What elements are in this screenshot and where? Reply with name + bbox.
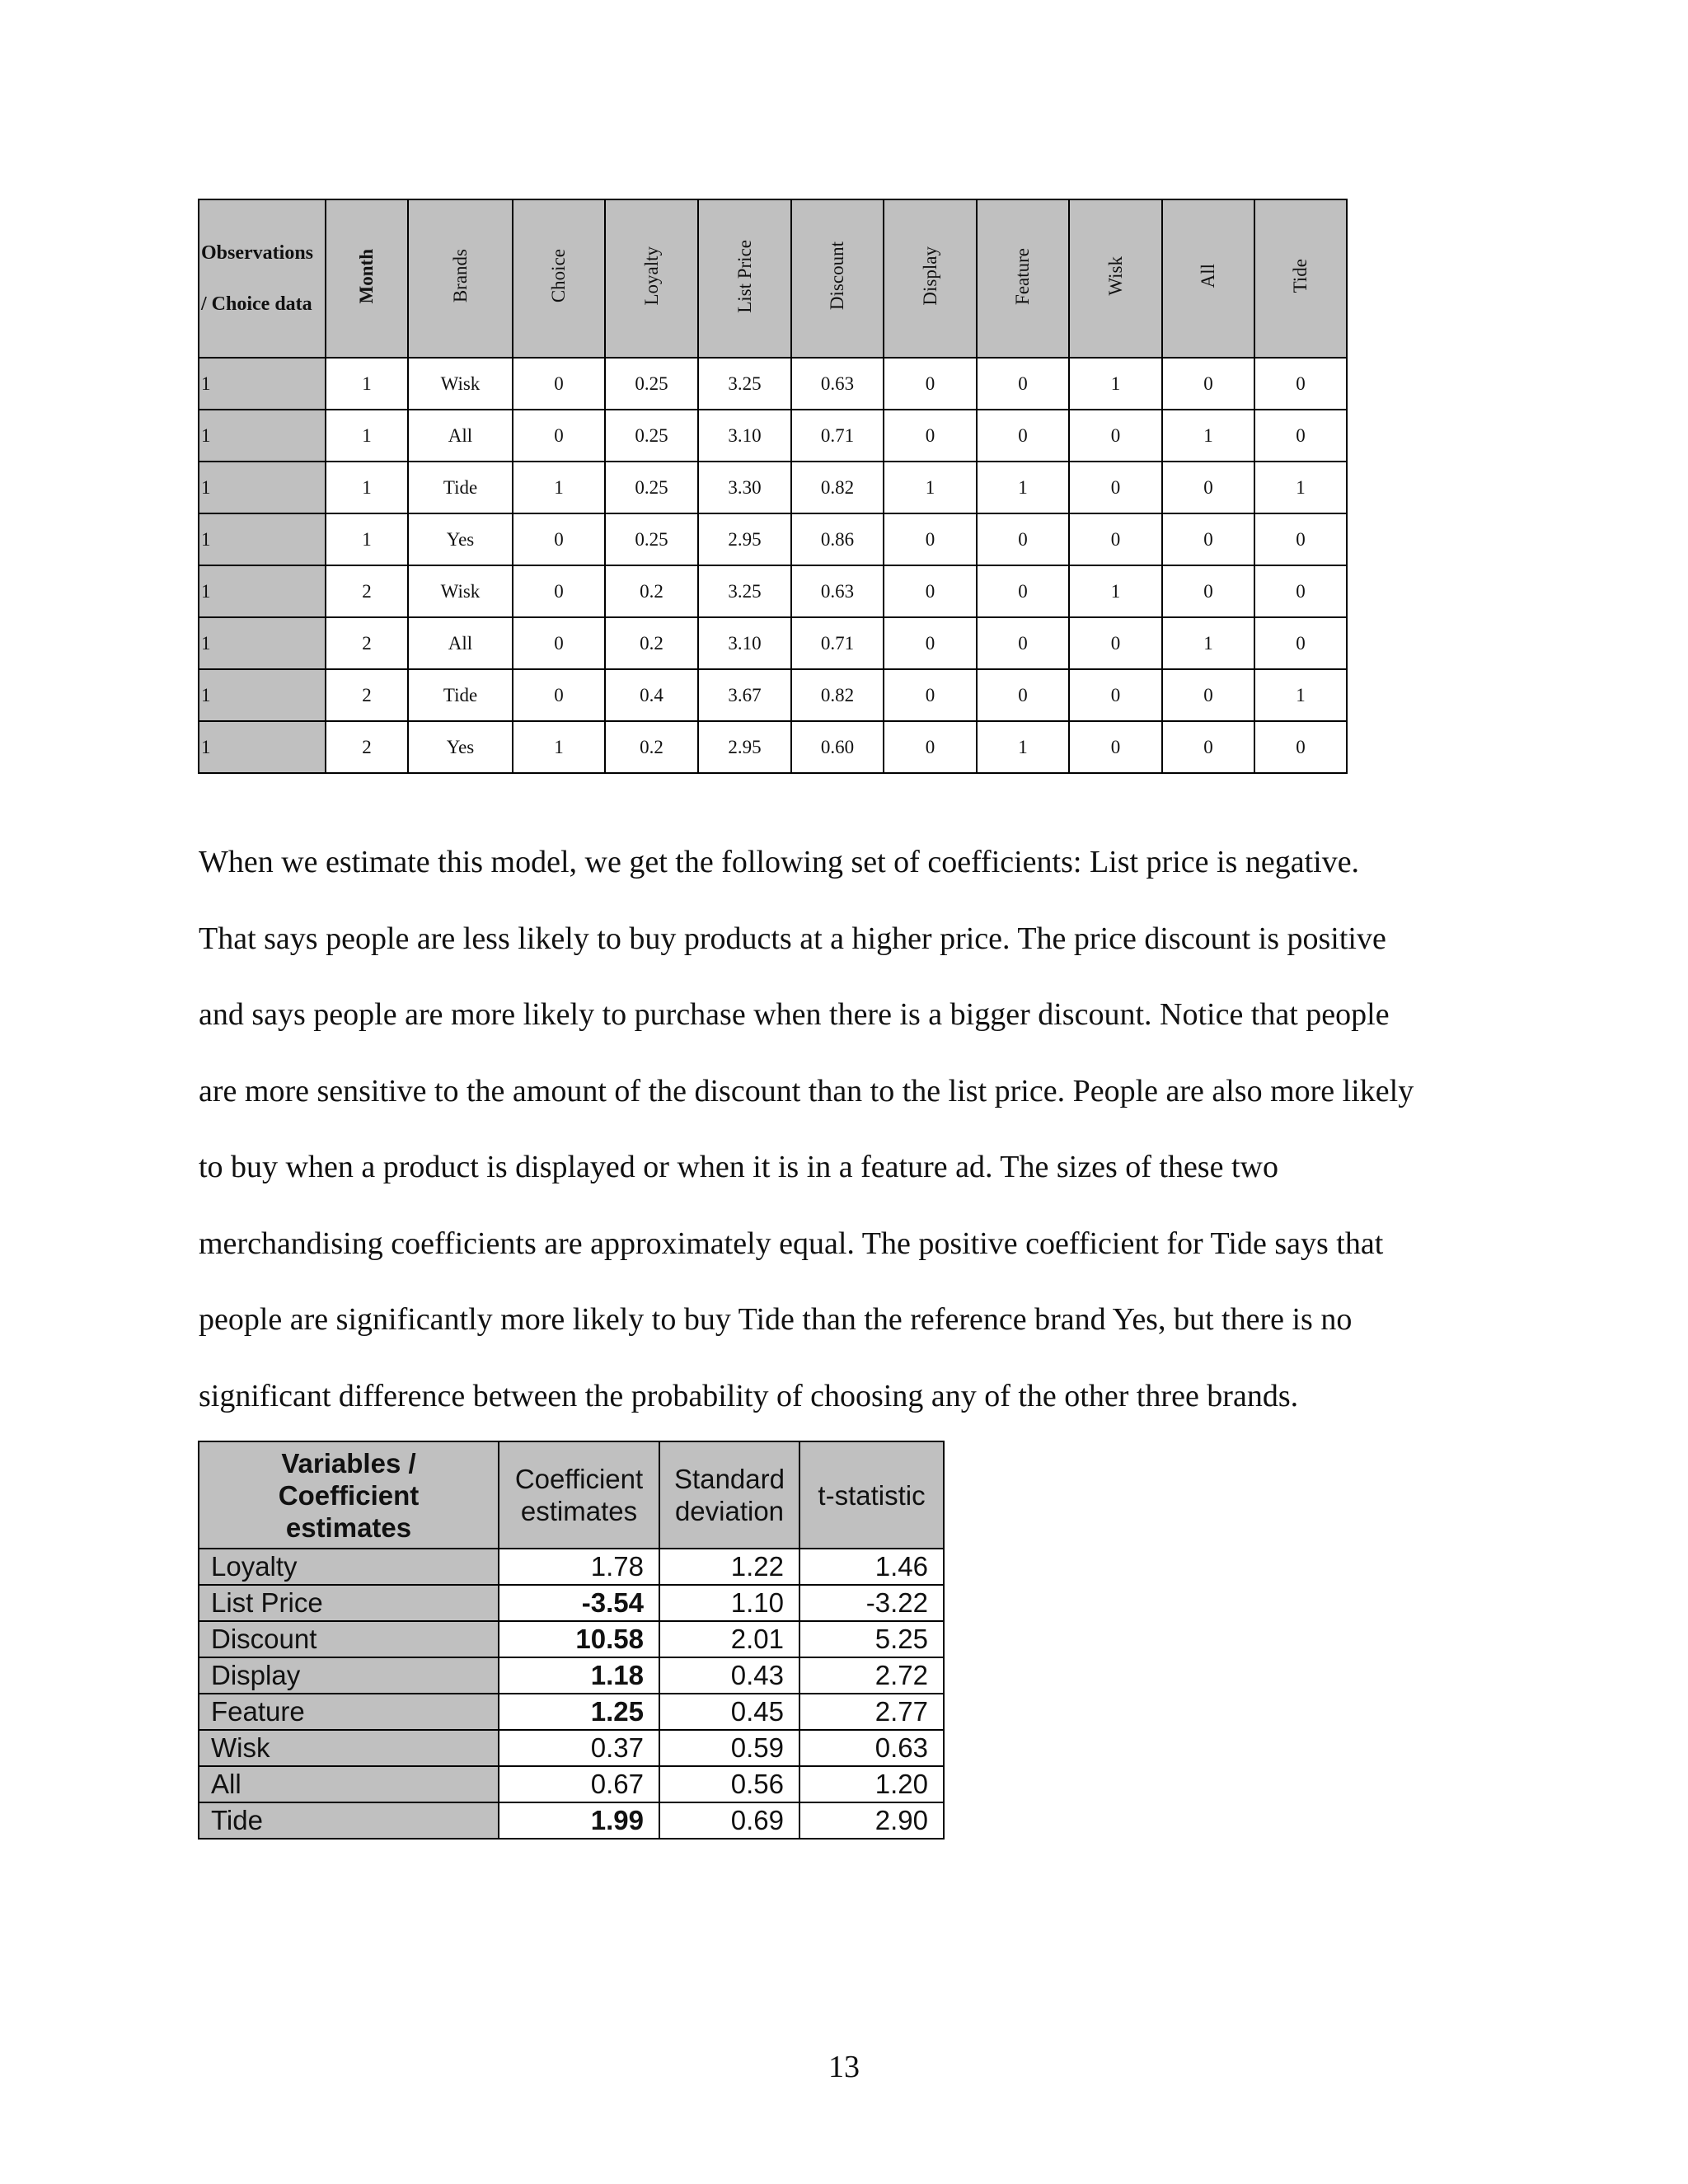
table-row [199,1694,944,1730]
coefficient-table-body [199,1549,944,1839]
cell-standard-deviation: 0.69 [659,1802,799,1839]
table-row [199,1549,944,1585]
cell-loyalty: 0.25 [605,462,698,513]
header-variables-line2: Coefficient [278,1479,420,1511]
table-row [199,1730,944,1766]
header-sd-line1: Standard [674,1464,785,1494]
cell-loyalty: 0.2 [605,721,698,773]
coefficient-table [198,1441,945,1840]
cell-observation: 1 [199,617,326,669]
cell-loyalty: 0.25 [605,513,698,565]
header-variables-line1: Variables / [281,1447,416,1479]
header-coefficient-line2: estimates [520,1496,638,1526]
header-wisk [1069,199,1162,358]
cell-tide: 1 [1254,669,1347,721]
header-coefficient-line1: Coefficient [514,1464,644,1494]
cell-standard-deviation: 0.45 [659,1694,799,1730]
cell-brand: Yes [408,721,513,773]
header-wisk-label: Wisk [1104,256,1126,296]
table-row [199,513,1347,565]
cell-wisk: 1 [1069,358,1162,410]
paragraph-line: merchandising coefficients are approximately equal. The positive coefficient for Tide says that [199,1226,1384,1261]
header-brands [408,199,513,358]
header-observations [199,199,326,358]
cell-list-price: 3.10 [698,410,791,462]
header-discount-label: Discount [827,241,847,311]
header-month-label: Month [356,248,377,304]
coefficient-table-header-row [199,1441,944,1549]
header-variables [199,1441,499,1549]
header-coefficient-estimates [499,1441,659,1549]
paragraph-line: people are significantly more likely to buy Tide than the reference brand Yes, but there is no [199,1302,1353,1337]
table-row [199,1621,944,1657]
cell-coefficient: 10.58 [499,1621,659,1657]
cell-variable: List Price [199,1585,499,1621]
cell-month: 1 [326,358,408,410]
cell-tide: 0 [1254,617,1347,669]
cell-standard-deviation: 2.01 [659,1621,799,1657]
cell-wisk: 0 [1069,669,1162,721]
header-sd-line2: deviation [674,1496,785,1526]
cell-variable: Loyalty [199,1549,499,1585]
cell-list-price: 3.10 [698,617,791,669]
header-tide-label: Tide [1290,259,1311,293]
cell-coefficient: 0.37 [499,1730,659,1766]
cell-wisk: 0 [1069,513,1162,565]
cell-standard-deviation: 0.59 [659,1730,799,1766]
cell-observation: 1 [199,358,326,410]
cell-t-statistic: 1.20 [799,1766,944,1802]
paragraph-line: to buy when a product is displayed or when it is in a feature ad. The sizes of these two [199,1150,1278,1184]
cell-loyalty: 0.4 [605,669,698,721]
cell-t-statistic: 0.63 [799,1730,944,1766]
cell-feature: 0 [977,410,1069,462]
cell-coefficient: 1.99 [499,1802,659,1839]
header-observations-line1: Observations [201,242,314,264]
header-display-label: Display [919,246,940,306]
cell-list-price: 3.67 [698,669,791,721]
cell-choice: 0 [513,513,605,565]
cell-t-statistic: 2.77 [799,1694,944,1730]
cell-list-price: 2.95 [698,721,791,773]
cell-all: 0 [1162,462,1254,513]
cell-display: 0 [884,513,977,565]
cell-observation: 1 [199,669,326,721]
header-all [1162,199,1254,358]
cell-loyalty: 0.25 [605,410,698,462]
cell-display: 0 [884,358,977,410]
cell-variable: All [199,1766,499,1802]
cell-tide: 0 [1254,410,1347,462]
header-discount [791,199,884,358]
cell-month: 2 [326,721,408,773]
header-choice [513,199,605,358]
cell-discount: 0.60 [791,721,884,773]
table-row [199,358,1347,410]
cell-observation: 1 [199,513,326,565]
cell-loyalty: 0.2 [605,617,698,669]
cell-feature: 0 [977,358,1069,410]
cell-variable: Display [199,1657,499,1694]
cell-all: 1 [1162,617,1254,669]
table-row [199,410,1347,462]
cell-standard-deviation: 1.22 [659,1549,799,1585]
table-row [199,462,1347,513]
cell-all: 0 [1162,565,1254,617]
cell-all: 0 [1162,669,1254,721]
cell-wisk: 0 [1069,617,1162,669]
cell-brand: Tide [408,462,513,513]
cell-tide: 1 [1254,462,1347,513]
cell-observation: 1 [199,721,326,773]
cell-discount: 0.82 [791,462,884,513]
table-row [199,721,1347,773]
cell-standard-deviation: 1.10 [659,1585,799,1621]
cell-all: 1 [1162,410,1254,462]
cell-discount: 0.71 [791,410,884,462]
cell-feature: 1 [977,462,1069,513]
cell-display: 0 [884,565,977,617]
cell-variable: Wisk [199,1730,499,1766]
cell-choice: 0 [513,669,605,721]
cell-choice: 0 [513,565,605,617]
cell-loyalty: 0.2 [605,565,698,617]
cell-display: 0 [884,721,977,773]
choice-data-table [198,199,1348,774]
header-list-price-label: List Price [734,239,755,313]
header-standard-deviation [659,1441,799,1549]
cell-feature: 0 [977,513,1069,565]
cell-wisk: 0 [1069,410,1162,462]
cell-feature: 0 [977,617,1069,669]
cell-month: 2 [326,669,408,721]
cell-loyalty: 0.25 [605,358,698,410]
cell-discount: 0.71 [791,617,884,669]
cell-feature: 0 [977,565,1069,617]
cell-wisk: 0 [1069,721,1162,773]
header-t-statistic [799,1441,944,1549]
cell-t-statistic: -3.22 [799,1585,944,1621]
cell-discount: 0.82 [791,669,884,721]
cell-brand: All [408,617,513,669]
paragraph-line: When we estimate this model, we get the following set of coefficients: List price is negative. [199,845,1360,879]
cell-month: 1 [326,410,408,462]
paragraph-line: That says people are less likely to buy products at a higher price. The price discount is positive [199,921,1386,956]
cell-feature: 0 [977,669,1069,721]
header-display [884,199,977,358]
cell-coefficient: 1.25 [499,1694,659,1730]
cell-display: 0 [884,669,977,721]
cell-variable: Feature [199,1694,499,1730]
table-row [199,565,1347,617]
cell-standard-deviation: 0.43 [659,1657,799,1694]
cell-coefficient: 0.67 [499,1766,659,1802]
header-brands-label: Brands [449,249,471,303]
cell-month: 2 [326,617,408,669]
cell-observation: 1 [199,565,326,617]
header-loyalty-label: Loyalty [640,246,662,306]
cell-discount: 0.63 [791,358,884,410]
cell-coefficient: 1.78 [499,1549,659,1585]
cell-tide: 0 [1254,513,1347,565]
page-number: 13 [828,2050,860,2084]
cell-standard-deviation: 0.56 [659,1766,799,1802]
cell-choice: 0 [513,410,605,462]
body-paragraph [199,824,1501,1434]
table-row [199,1766,944,1802]
cell-all: 0 [1162,513,1254,565]
cell-all: 0 [1162,721,1254,773]
header-feature [977,199,1069,358]
header-observations-line2: / Choice data [201,293,312,315]
cell-choice: 1 [513,721,605,773]
cell-month: 2 [326,565,408,617]
cell-list-price: 3.25 [698,358,791,410]
table-row [199,1802,944,1839]
cell-tide: 0 [1254,565,1347,617]
cell-brand: Yes [408,513,513,565]
cell-month: 1 [326,462,408,513]
header-variables-line3: estimates [285,1511,412,1543]
table-row [199,669,1347,721]
cell-brand: Wisk [408,358,513,410]
header-month [326,199,408,358]
cell-tide: 0 [1254,358,1347,410]
cell-display: 0 [884,617,977,669]
header-tide [1254,199,1347,358]
cell-wisk: 1 [1069,565,1162,617]
cell-choice: 0 [513,358,605,410]
cell-t-statistic: 2.72 [799,1657,944,1694]
header-choice-label: Choice [548,249,569,303]
cell-discount: 0.63 [791,565,884,617]
cell-choice: 1 [513,462,605,513]
cell-feature: 1 [977,721,1069,773]
cell-list-price: 2.95 [698,513,791,565]
cell-observation: 1 [199,410,326,462]
cell-all: 0 [1162,358,1254,410]
cell-brand: All [408,410,513,462]
header-loyalty [605,199,698,358]
cell-observation: 1 [199,462,326,513]
cell-discount: 0.86 [791,513,884,565]
cell-brand: Wisk [408,565,513,617]
paragraph-line: are more sensitive to the amount of the discount than to the list price. People are also more likely [199,1073,1414,1108]
cell-t-statistic: 2.90 [799,1802,944,1839]
cell-variable: Discount [199,1621,499,1657]
cell-brand: Tide [408,669,513,721]
table-row [199,617,1347,669]
cell-list-price: 3.25 [698,565,791,617]
paragraph-line: and says people are more likely to purchase when there is a bigger discount. Notice that people [199,997,1390,1032]
header-list-price [698,199,791,358]
header-feature-label: Feature [1012,247,1033,305]
cell-t-statistic: 5.25 [799,1621,944,1657]
cell-t-statistic: 1.46 [799,1549,944,1585]
choice-table-body [199,358,1347,773]
header-all-label: All [1198,264,1218,288]
cell-tide: 0 [1254,721,1347,773]
cell-month: 1 [326,513,408,565]
cell-coefficient: -3.54 [499,1585,659,1621]
cell-coefficient: 1.18 [499,1657,659,1694]
cell-display: 1 [884,462,977,513]
cell-list-price: 3.30 [698,462,791,513]
cell-choice: 0 [513,617,605,669]
choice-table-header-row [199,199,1347,358]
paragraph-line: significant difference between the probability of choosing any of the other three brands. [199,1378,1299,1413]
table-row [199,1657,944,1694]
table-row [199,1585,944,1621]
cell-display: 0 [884,410,977,462]
header-tstat-label: t-statistic [818,1479,926,1511]
cell-wisk: 0 [1069,462,1162,513]
cell-variable: Tide [199,1802,499,1839]
